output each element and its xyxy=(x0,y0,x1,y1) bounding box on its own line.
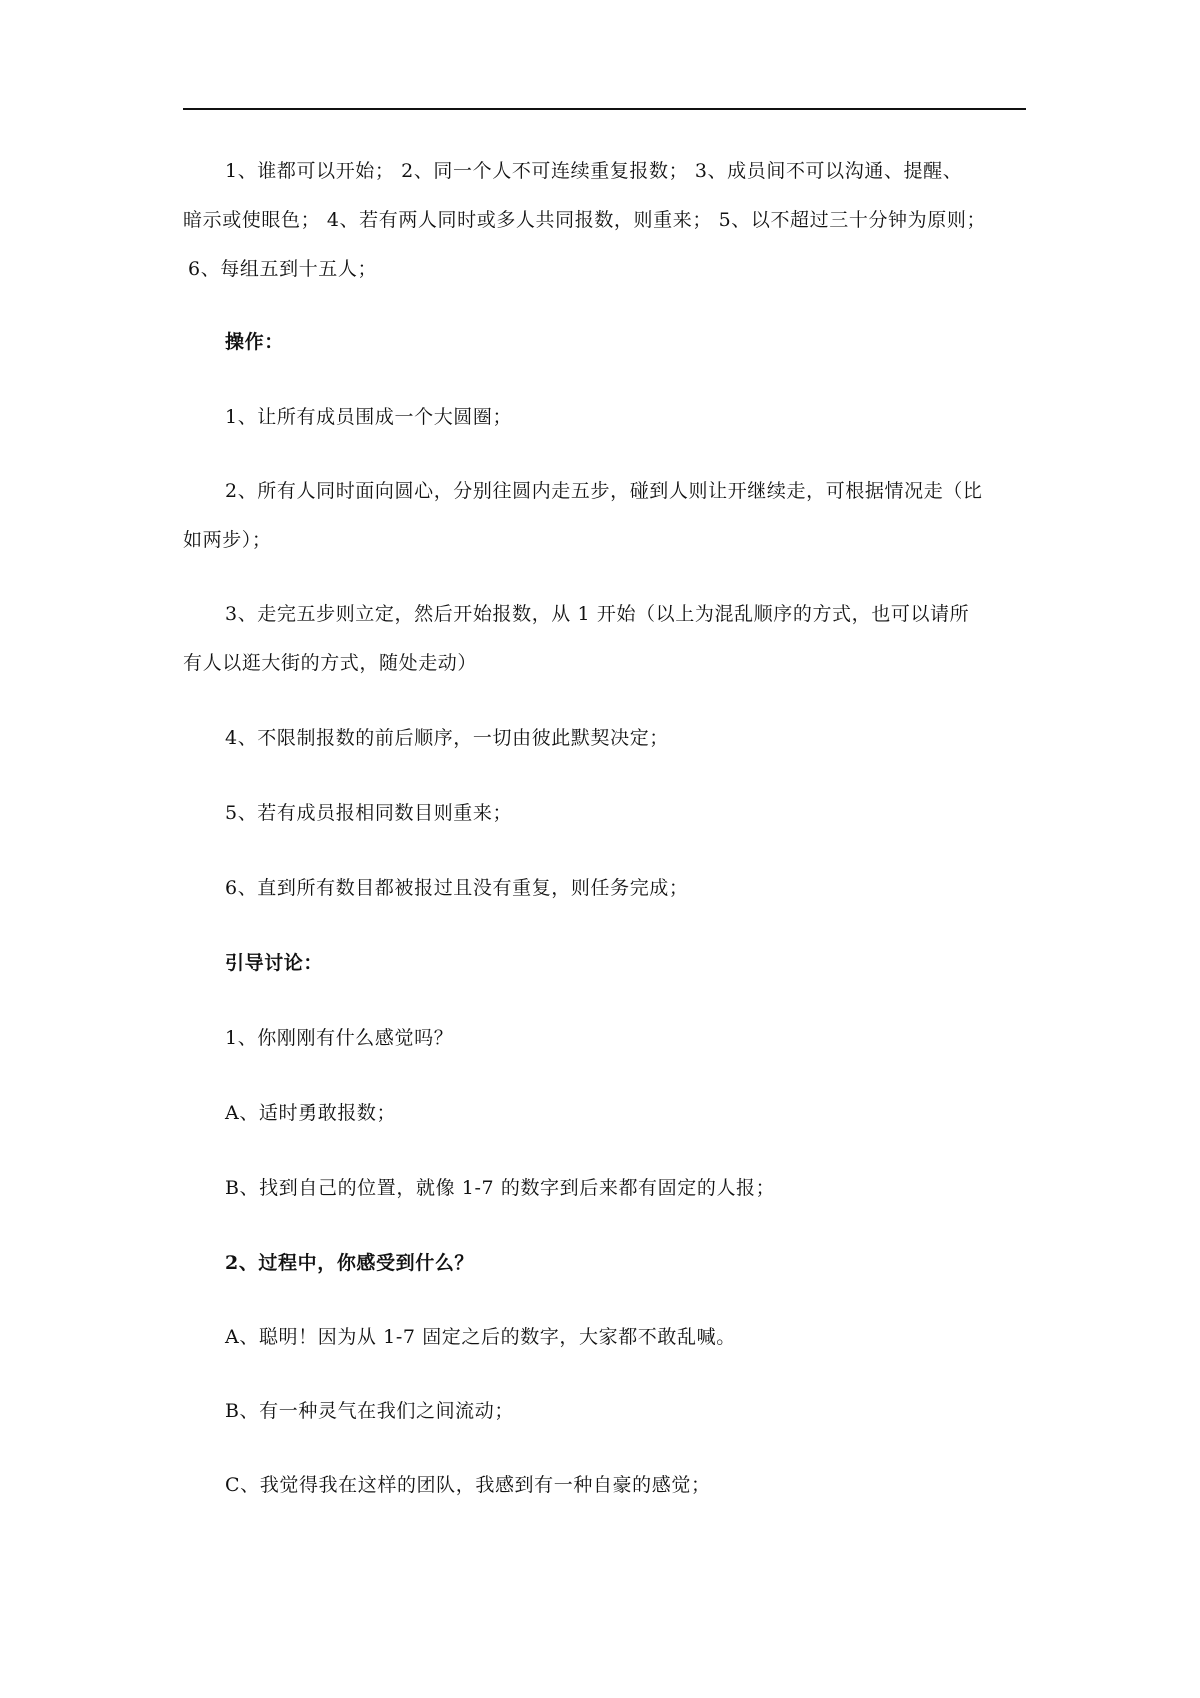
discussion-answer-1a: A、适时勇敢报数； xyxy=(225,1102,397,1124)
header-rule xyxy=(183,108,1026,110)
discussion-question-2: 2、过程中，你感受到什么？ xyxy=(225,1252,475,1274)
section-heading-operation: 操作： xyxy=(225,331,284,353)
rules-line-2: 暗示或使眼色； 4、若有两人同时或多人共同报数，则重来； 5、以不超过三十分钟为原则； xyxy=(183,209,987,231)
discussion-answer-2b: B、有一种灵气在我们之间流动； xyxy=(225,1400,514,1422)
section-heading-discussion: 引导讨论： xyxy=(225,952,324,974)
operation-step-6: 6、直到所有数目都被报过且没有重复，则任务完成； xyxy=(225,877,689,899)
rules-line-3: 6、每组五到十五人； xyxy=(188,258,378,280)
operation-step-1: 1、让所有成员围成一个大圆圈； xyxy=(225,406,513,428)
operation-step-3-line-1: 3、走完五步则立定，然后开始报数，从 1 开始（以上为混乱顺序的方式，也可以请所 xyxy=(225,603,970,625)
operation-step-2-line-1: 2、所有人同时面向圆心，分别往圆内走五步，碰到人则让开继续走，可根据情况走（比 xyxy=(225,480,983,502)
rules-line-1: 1、谁都可以开始； 2、同一个人不可连续重复报数； 3、成员间不可以沟通、提醒、 xyxy=(225,160,963,182)
operation-step-5: 5、若有成员报相同数目则重来； xyxy=(225,802,513,824)
operation-step-2-line-2: 如两步）； xyxy=(183,529,272,551)
discussion-answer-1b: B、找到自己的位置，就像 1-7 的数字到后来都有固定的人报； xyxy=(225,1177,776,1199)
operation-step-4: 4、不限制报数的前后顺序，一切由彼此默契决定； xyxy=(225,727,669,749)
discussion-question-1: 1、你刚刚有什么感觉吗？ xyxy=(225,1027,454,1049)
discussion-answer-2a: A、聪明！因为从 1-7 固定之后的数字，大家都不敢乱喊。 xyxy=(225,1326,736,1348)
operation-step-3-line-2: 有人以逛大街的方式，随处走动） xyxy=(183,652,478,674)
discussion-answer-2c: C、我觉得我在这样的团队，我感到有一种自豪的感觉； xyxy=(225,1474,711,1496)
